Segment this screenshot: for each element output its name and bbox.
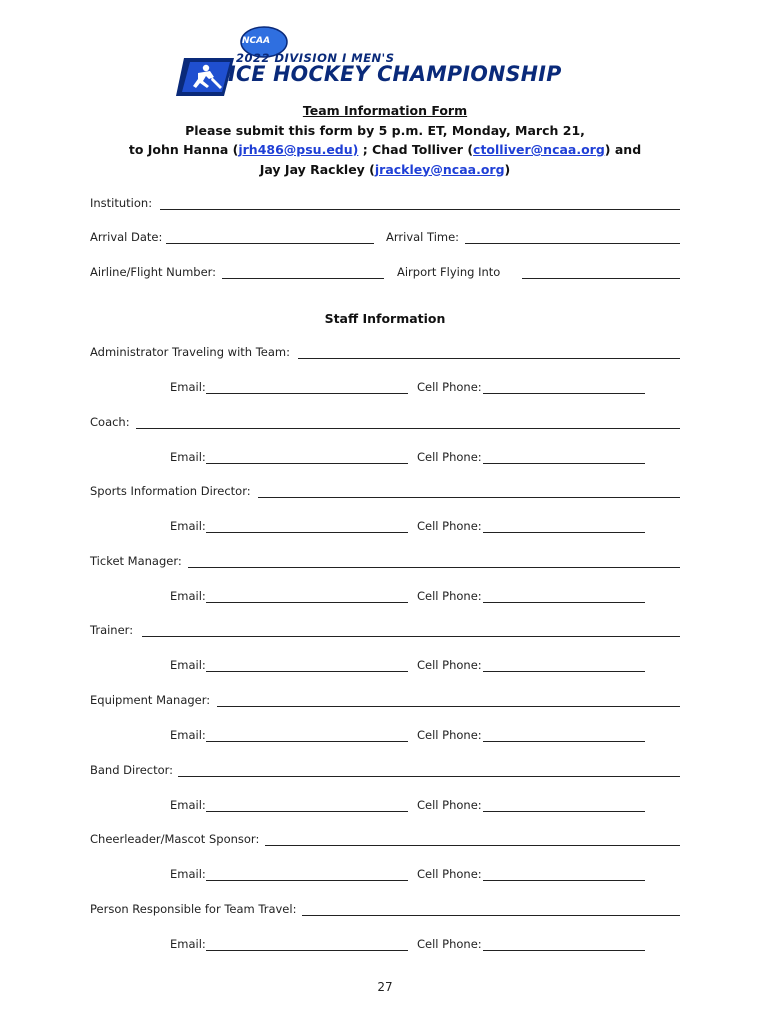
staff-role-label: Coach:: [90, 415, 130, 429]
staff-row: [90, 692, 680, 710]
contact-line-1: [0, 140, 770, 160]
staff-name-field[interactable]: [178, 776, 680, 777]
staff-contact-row: [170, 518, 646, 536]
arrival-row: [90, 229, 680, 247]
cell-phone-label: Cell Phone:: [417, 798, 482, 812]
contact-mid: ; Chad Tolliver (: [358, 142, 474, 157]
cell-phone-label: Cell Phone:: [417, 728, 482, 742]
staff-contact-row: [170, 936, 646, 954]
staff-role-label: Trainer:: [90, 623, 134, 637]
contact-prefix: to John Hanna (: [128, 142, 239, 157]
cell-phone-field[interactable]: [483, 811, 645, 812]
staff-role-label: Equipment Manager:: [90, 693, 211, 707]
logo-subtitle: 2022 DIVISION I MEN'S: [236, 51, 395, 65]
contact-prefix-2: Jay Jay Rackley (: [259, 161, 375, 177]
staff-contact-row: [170, 727, 646, 745]
flight-row: [90, 264, 680, 282]
staff-name-field[interactable]: [302, 915, 680, 916]
email-label: Email:: [170, 589, 206, 603]
email-field[interactable]: [206, 741, 408, 742]
airport-field[interactable]: [522, 278, 680, 279]
staff-name-field[interactable]: [217, 706, 680, 707]
cell-phone-label: Cell Phone:: [417, 589, 482, 603]
page-number: 27: [377, 980, 393, 994]
staff-contact-row: [170, 657, 646, 675]
cell-phone-label: Cell Phone:: [417, 519, 482, 533]
email-label: Email:: [170, 658, 206, 672]
cell-phone-label: Cell Phone:: [417, 937, 482, 951]
cell-phone-field[interactable]: [483, 532, 645, 533]
cell-phone-field[interactable]: [483, 393, 645, 394]
cell-phone-field[interactable]: [483, 602, 645, 603]
staff-role-label: Band Director:: [90, 763, 174, 777]
staff-row: [90, 901, 680, 919]
email-field[interactable]: [206, 393, 408, 394]
staff-name-field[interactable]: [142, 636, 680, 637]
email-label: Email:: [170, 380, 206, 394]
arrival-date-field[interactable]: [166, 243, 374, 244]
email-field[interactable]: [206, 463, 408, 464]
institution-row: [90, 195, 680, 213]
email-label: Email:: [170, 937, 206, 951]
email-field[interactable]: [206, 671, 408, 672]
staff-name-field[interactable]: [188, 567, 680, 568]
staff-role-label: Ticket Manager:: [90, 554, 182, 568]
cell-phone-label: Cell Phone:: [417, 867, 482, 881]
logo-title: ICE HOCKEY CHAMPIONSHIP: [228, 62, 562, 86]
email-link-rackley[interactable]: jrackley@ncaa.org: [374, 161, 505, 177]
airport-label: Airport Flying Into: [397, 265, 501, 279]
email-link-tolliver[interactable]: ctolliver@ncaa.org: [473, 142, 605, 157]
staff-role-label: Sports Information Director:: [90, 484, 251, 498]
email-field[interactable]: [206, 532, 408, 533]
email-field[interactable]: [206, 602, 408, 603]
email-label: Email:: [170, 450, 206, 464]
staff-section-title: Staff Information: [324, 311, 446, 326]
cell-phone-label: Cell Phone:: [417, 380, 482, 394]
arrival-time-field[interactable]: [465, 243, 680, 244]
email-link-hanna[interactable]: jrh486@psu.edu): [238, 142, 359, 157]
email-label: Email:: [170, 728, 206, 742]
email-field[interactable]: [206, 880, 408, 881]
form-header: [0, 101, 770, 179]
ncaa-badge: NCAA: [242, 36, 271, 46]
email-field[interactable]: [206, 811, 408, 812]
staff-name-field[interactable]: [298, 358, 680, 359]
staff-contact-row: [170, 379, 646, 397]
cell-phone-label: Cell Phone:: [417, 658, 482, 672]
email-label: Email:: [170, 867, 206, 881]
email-label: Email:: [170, 519, 206, 533]
staff-contact-row: [170, 797, 646, 815]
staff-name-field[interactable]: [136, 428, 680, 429]
staff-name-field[interactable]: [265, 845, 680, 846]
staff-row: [90, 553, 680, 571]
staff-contact-row: [170, 866, 646, 884]
staff-contact-row: [170, 588, 646, 606]
arrival-time-label: Arrival Time:: [386, 230, 460, 244]
staff-row: [90, 344, 680, 362]
staff-row: [90, 483, 680, 501]
cell-phone-field[interactable]: [483, 741, 645, 742]
staff-role-label: Person Responsible for Team Travel:: [90, 902, 297, 916]
contact-suffix: ) and: [604, 142, 642, 157]
cell-phone-field[interactable]: [483, 950, 645, 951]
airline-label: Airline/Flight Number:: [90, 265, 217, 279]
arrival-date-label: Arrival Date:: [90, 230, 163, 244]
contact-suffix-2: ): [504, 161, 511, 177]
airline-field[interactable]: [222, 278, 384, 279]
cell-phone-label: Cell Phone:: [417, 450, 482, 464]
email-field[interactable]: [206, 950, 408, 951]
cell-phone-field[interactable]: [483, 880, 645, 881]
staff-row: [90, 414, 680, 432]
championship-logo: [176, 24, 596, 100]
cell-phone-field[interactable]: [483, 463, 645, 464]
institution-field[interactable]: [160, 209, 680, 210]
staff-name-field[interactable]: [258, 497, 680, 498]
staff-role-label: Administrator Traveling with Team:: [90, 345, 290, 359]
staff-row: [90, 762, 680, 780]
form-title: Team Information Form: [302, 103, 468, 118]
staff-role-label: Cheerleader/Mascot Sponsor:: [90, 832, 260, 846]
institution-label: Institution:: [90, 196, 153, 210]
contact-line-2: [0, 160, 770, 180]
staff-row: [90, 622, 680, 640]
staff-row: [90, 831, 680, 849]
email-label: Email:: [170, 798, 206, 812]
submission-deadline: Please submit this form by 5 p.m. ET, Monday, March 21,: [185, 122, 585, 138]
staff-contact-row: [170, 449, 646, 467]
cell-phone-field[interactable]: [483, 671, 645, 672]
